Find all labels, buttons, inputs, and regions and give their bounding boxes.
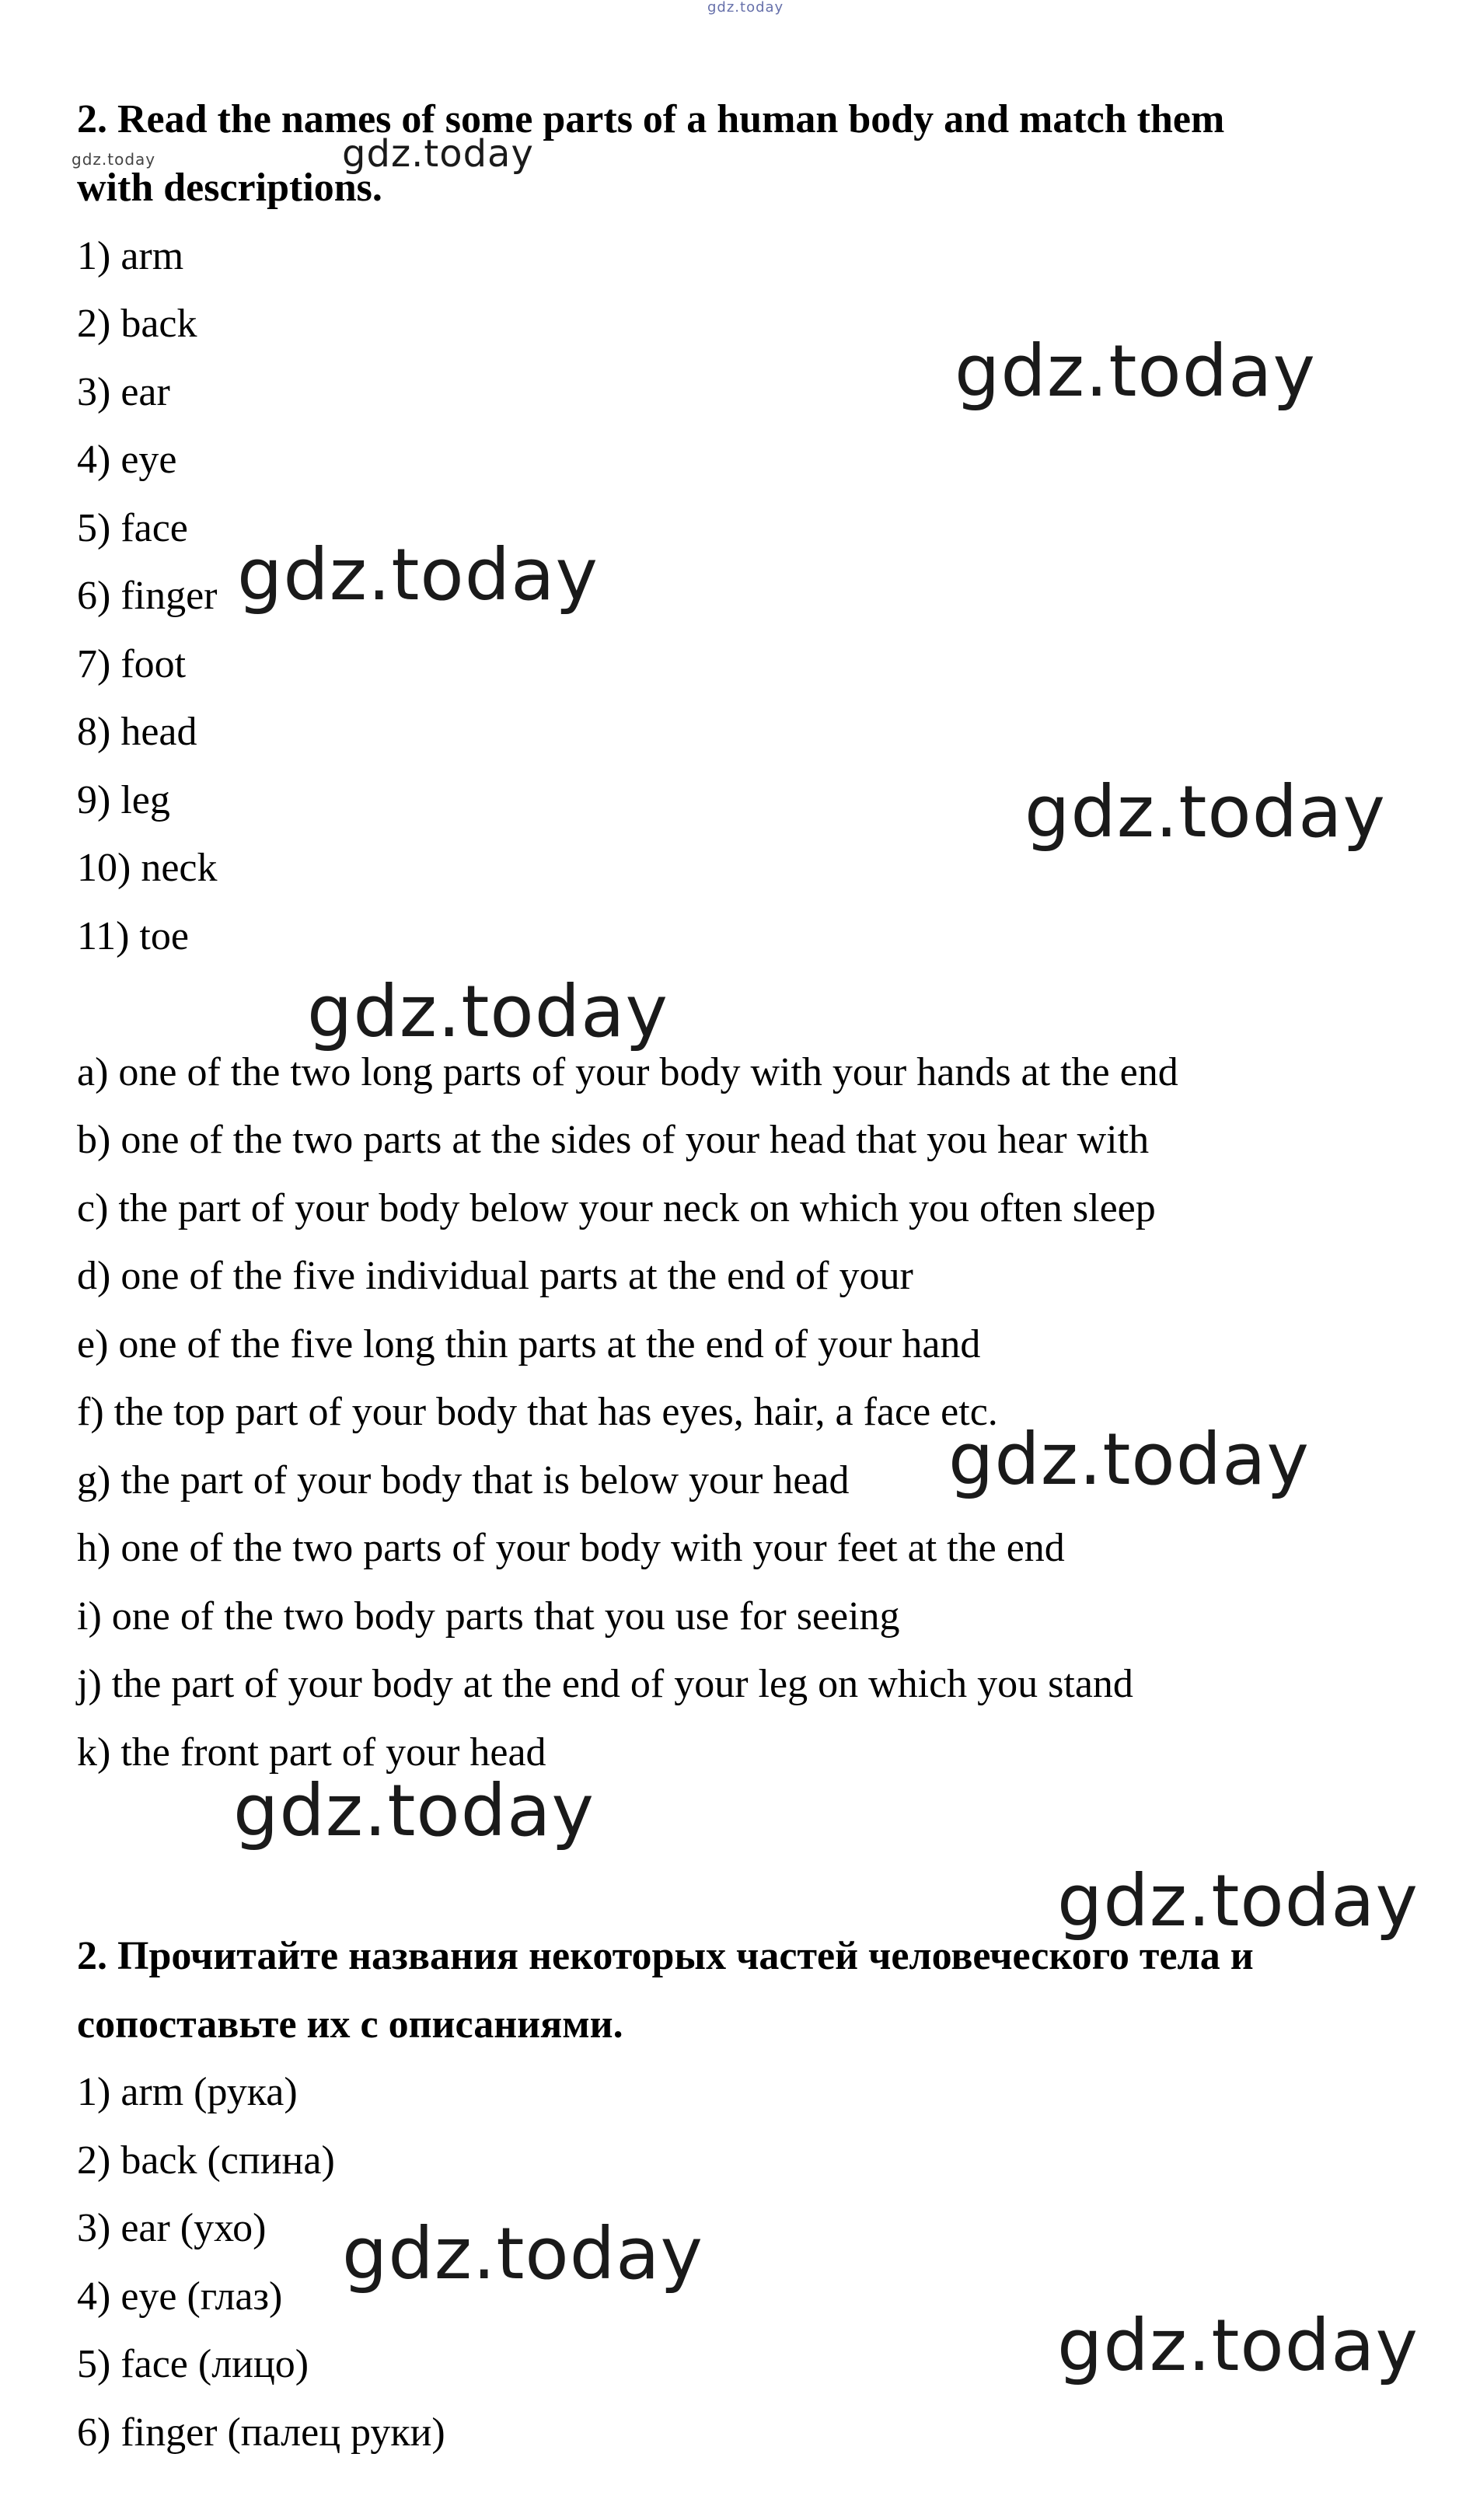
- list-item: 7) foot: [77, 642, 187, 686]
- exercise-heading-ru-line1: 2. Прочитайте названия некоторых частей человеческого тела и: [77, 1934, 1254, 1978]
- watermark-large: gdz.today: [307, 970, 668, 1053]
- watermark-top: gdz.today: [707, 0, 784, 16]
- list-item-ru: 2) back (спина): [77, 2138, 335, 2183]
- watermark-mid: gdz.today: [342, 132, 534, 176]
- description-item: a) one of the two long parts of your body with your hands at the end: [77, 1050, 1178, 1094]
- description-item: g) the part of your body that is below your head: [77, 1458, 850, 1503]
- watermark-large: gdz.today: [955, 330, 1316, 413]
- watermark-large: gdz.today: [948, 1418, 1310, 1501]
- watermark-large: gdz.today: [1024, 770, 1386, 853]
- description-item: k) the front part of your head: [77, 1730, 546, 1775]
- list-item: 4) eye: [77, 438, 177, 482]
- watermark-large: gdz.today: [237, 533, 599, 616]
- list-item-ru: 5) face (лицо): [77, 2342, 309, 2386]
- list-item: 10) neck: [77, 846, 218, 890]
- list-item-ru: 3) ear (ухо): [77, 2206, 267, 2250]
- exercise-heading-en-line2: with descriptions.: [77, 166, 382, 210]
- list-item-ru: 1) arm (рука): [77, 2070, 298, 2114]
- watermark-small: gdz.today: [72, 150, 156, 169]
- list-item-ru: 4) eye (глаз): [77, 2274, 283, 2319]
- description-item: d) one of the five individual parts at the end of your: [77, 1254, 913, 1298]
- list-item: 3) ear: [77, 370, 170, 414]
- list-item: 6) finger: [77, 574, 218, 618]
- description-item: e) one of the five long thin parts at the end of your hand: [77, 1322, 981, 1366]
- description-item: b) one of the two parts at the sides of your head that you hear with: [77, 1118, 1150, 1162]
- description-item: h) one of the two parts of your body with your feet at the end: [77, 1526, 1065, 1570]
- watermark-large: gdz.today: [233, 1769, 595, 1852]
- description-item: j) the part of your body at the end of your leg on which you stand: [77, 1662, 1133, 1706]
- watermark-large: gdz.today: [342, 2212, 703, 2295]
- description-item: i) one of the two body parts that you use for seeing: [77, 1594, 900, 1639]
- watermark-large: gdz.today: [1057, 1859, 1419, 1942]
- exercise-heading-en-line1: 2. Read the names of some parts of a human body and match them: [77, 97, 1225, 141]
- watermark-large: gdz.today: [1057, 2304, 1419, 2387]
- description-item: f) the top part of your body that has eyes, hair, a face etc.: [77, 1390, 998, 1434]
- list-item: 8) head: [77, 710, 197, 754]
- exercise-heading-ru-line2: сопоставьте их с описаниями.: [77, 2002, 623, 2047]
- list-item: 11) toe: [77, 914, 189, 958]
- list-item: 9) leg: [77, 778, 170, 822]
- list-item: 2) back: [77, 302, 197, 346]
- list-item: 1) arm: [77, 234, 184, 278]
- list-item-ru: 6) finger (палец руки): [77, 2410, 445, 2455]
- description-item: c) the part of your body below your neck on which you often sleep: [77, 1186, 1156, 1230]
- list-item: 5) face: [77, 506, 188, 550]
